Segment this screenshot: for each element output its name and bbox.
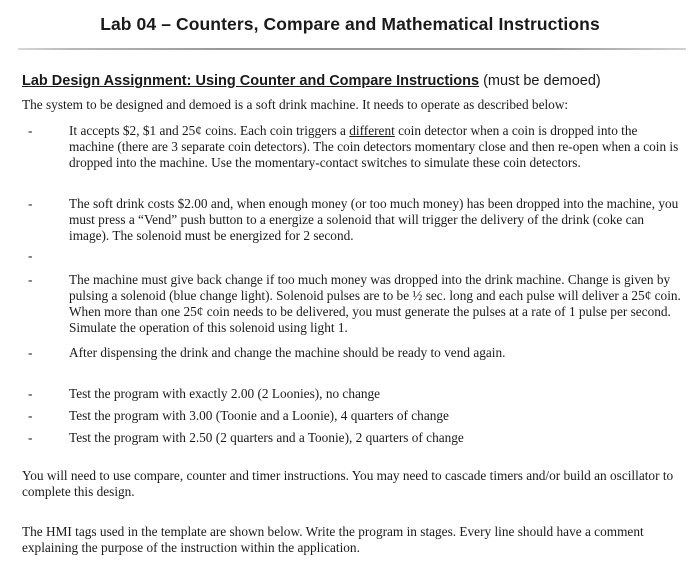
bullet-dash: - — [28, 386, 33, 401]
list-item-text: Test the program with 2.50 (2 quarters and a Toonie), 2 quarters of change — [69, 430, 464, 445]
page-title: Lab 04 – Counters, Compare and Mathematical Instructions — [100, 14, 600, 34]
hmi-tags-paragraph: The HMI tags used in the template are shown below. Write the program in stages. Every line should have a comment explaining the purpose of the instruction within the application. — [22, 524, 644, 555]
list-item-text: The soft drink costs $2.00 and, when enough money (or too much money) has been dropped into the machine, you must press a “Vend” push button to a energize a solenoid that will trigger the delivery of the drink (coke can image). The solenoid must be energized for 2 second. — [69, 196, 679, 243]
list-item-text: The machine must give back change if too much money was dropped into the drink machine. Change is given by pulsing a solenoid (blue change light). Solenoid pulses are to be ½ sec. long and each pulse will deliver a 25¢ coin. When more than one 25¢ coin needs to be delivered, you must generate the pulses at a rate of 1 pulse per second. Simulate the operation of this solenoid using light 1. — [69, 272, 681, 335]
section-heading-label: Lab Design Assignment: Using Counter and Compare Instructions — [22, 73, 480, 89]
bullet-dash: - — [28, 408, 33, 423]
list-item-text: Test the program with exactly 2.00 (2 Loonies), no change — [69, 386, 381, 401]
list-item-text — [69, 123, 685, 171]
emphasis-underlined: different — [349, 123, 395, 138]
bullet-dash: - — [28, 248, 33, 263]
list-item-text: Test the program with 3.00 (Toonie and a Loonie), 4 quarters of change — [69, 408, 449, 423]
section-heading-note: (must be demoed) — [479, 73, 601, 89]
bullet-dash: - — [28, 430, 33, 445]
bullet-dash: - — [28, 123, 33, 138]
instructions-paragraph: You will need to use compare, counter and timer instructions. You may need to cascade timers and/or build an oscillator to complete this design. — [22, 468, 674, 499]
list-item-text: After dispensing the drink and change the machine should be ready to vend again. — [69, 345, 506, 360]
bullet-dash: - — [28, 196, 33, 211]
title-divider — [18, 48, 686, 50]
section-heading — [22, 73, 692, 89]
list-item-text-part: coin detector when a coin is dropped into the machine (there are 3 separate coin detectors). The coin detectors momentary close and then re-open when a coin is dropped into the machine. Use the momentary-contact switches to simulate these coin detectors. — [69, 123, 679, 170]
list-item-text-part: It accepts $2, $1 and 25¢ coins. Each coin triggers a — [69, 123, 350, 138]
bullet-dash: - — [28, 345, 33, 360]
intro-text: The system to be designed and demoed is a soft drink machine. It needs to operate as described below: — [22, 97, 569, 112]
bullet-dash: - — [28, 272, 33, 287]
